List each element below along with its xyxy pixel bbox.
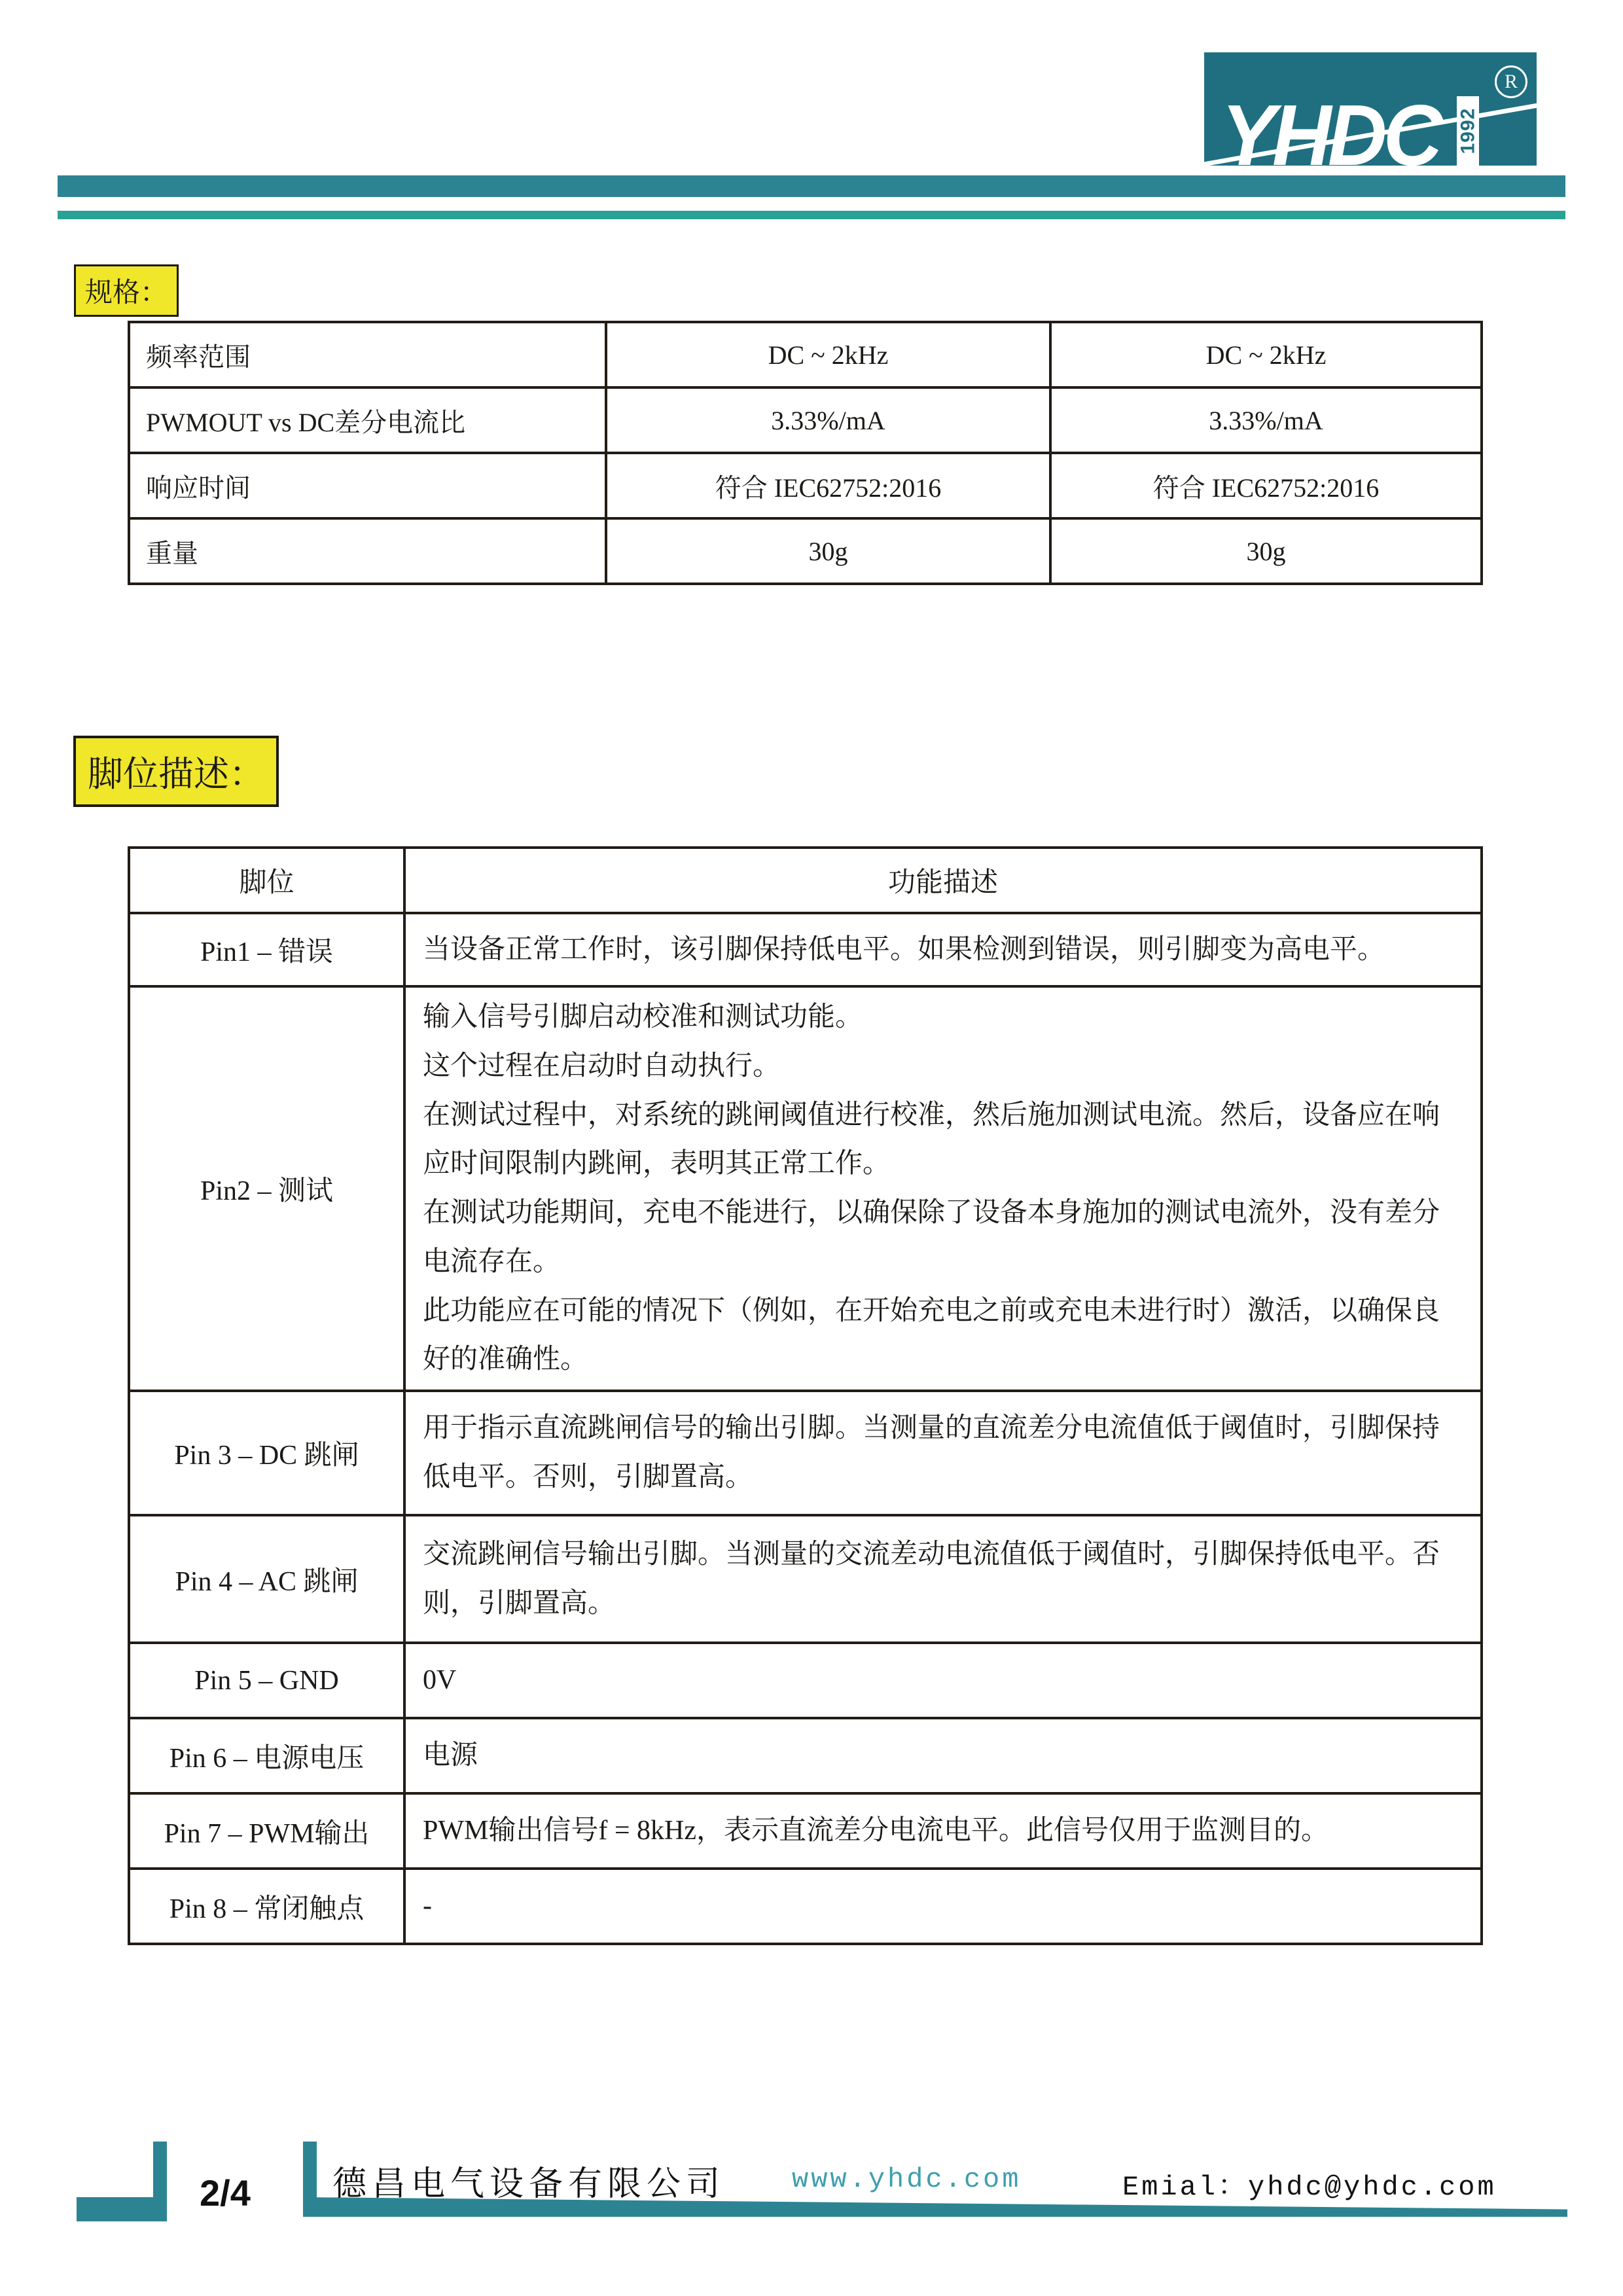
pin-desc [404,1643,1482,1718]
pin-name: Pin2 – 测试 [129,986,404,1391]
spec-row [129,453,1482,518]
pin-desc [404,1718,1482,1793]
spec-row [129,322,1482,387]
desc-paragraph: 在测试功能期间，充电不能进行，以确保除了设备本身施加的测试电流外，没有差分电流存在。 [423,1198,1440,1277]
spec-row [129,387,1482,453]
desc-paragraph: 在测试过程中，对系统的跳闸阈值进行校准，然后施加测试电流。然后，设备应在响应时间限制内跳闸，表明其正常工作。 [423,1100,1440,1179]
pin-row [129,1391,1482,1515]
desc-paragraph: 用于指示直流跳闸信号的输出引脚。当测量的直流差分电流值低于阈值时，引脚保持低电平。否则，引脚置高。 [423,1413,1440,1492]
pin-desc [404,1515,1482,1643]
logo-wordmark: YHDC [1221,87,1439,166]
pin-name: Pin 5 – GND [129,1643,404,1718]
footer-website-link[interactable]: www.yhdc.com [792,2164,1022,2195]
spec-param: 响应时间 [129,453,606,518]
pin-desc [404,1793,1482,1869]
pin-row [129,1515,1482,1643]
pin-desc [404,1869,1482,1944]
page-number: 2/4 [200,2172,251,2214]
pin-name: Pin 6 – 电源电压 [129,1718,404,1793]
company-logo [1204,52,1537,166]
spec-value: DC ~ 2kHz [606,322,1050,387]
pin-name: Pin 4 – AC 跳闸 [129,1515,404,1643]
spec-value: 3.33%/mA [606,387,1050,453]
header-rule-primary [58,175,1565,197]
desc-paragraph: 此功能应在可能的情况下（例如，在开始充电之前或充电未进行时）激活，以确保良好的准确性。 [423,1295,1440,1375]
spec-value: 30g [606,518,1050,584]
footer-divider-bar-left [153,2142,167,2221]
desc-paragraph: 交流跳闸信号输出引脚。当测量的交流差动电流值低于阈值时，引脚保持低电平。否则，引脚置高。 [423,1539,1440,1619]
spec-value: 30g [1050,518,1482,584]
desc-paragraph: 当设备正常工作时，该引脚保持低电平。如果检测到错误，则引脚变为高电平。 [423,934,1385,965]
spec-value: 符合 IEC62752:2016 [606,453,1050,518]
pin-row [129,1643,1482,1718]
desc-paragraph: 电源 [423,1740,478,1771]
pin-name: Pin 7 – PWM输出 [129,1793,404,1869]
spec-value: DC ~ 2kHz [1050,322,1482,387]
spec-param: 频率范围 [129,322,606,387]
spec-param: PWMOUT vs DC差分电流比 [129,387,606,453]
pin-row [129,1718,1482,1793]
pin-desc [404,1391,1482,1515]
pin-row [129,1793,1482,1869]
footer-company-name: 德昌电气设备有限公司 [332,2166,726,2203]
section-label-specs: 规格： [74,264,179,317]
desc-paragraph: 0V [423,1665,457,1696]
registered-letter: R [1504,71,1518,92]
pin-desc [404,986,1482,1391]
desc-paragraph: 输入信号引脚启动校准和测试功能。 [423,1002,863,1032]
pin-table-header-pin: 脚位 [129,848,404,913]
section-label-pins: 脚位描述： [73,736,279,807]
pin-row [129,986,1482,1391]
pin-table-header-row [129,848,1482,913]
pin-row [129,1869,1482,1944]
logo-year-box [1457,96,1479,166]
pin-table [128,846,1483,1945]
spec-row [129,518,1482,584]
pin-table-header-desc: 功能描述 [404,848,1482,913]
footer-email: Emial：yhdc@yhdc.com [1122,2172,1497,2203]
desc-paragraph: PWM输出信号f = 8kHz，表示直流差分电流电平。此信号仅用于监测目的。 [423,1816,1329,1846]
registered-trademark-icon [1495,65,1527,98]
pin-name: Pin1 – 错误 [129,913,404,986]
spec-param: 重量 [129,518,606,584]
pin-name: Pin 3 – DC 跳闸 [129,1391,404,1515]
pin-row [129,913,1482,986]
spec-table [128,321,1483,585]
desc-paragraph: - [423,1891,432,1922]
desc-paragraph: 这个过程在启动时自动执行。 [423,1050,781,1081]
pin-desc [404,913,1482,986]
pin-name: Pin 8 – 常闭触点 [129,1869,404,1944]
spec-value: 符合 IEC62752:2016 [1050,453,1482,518]
header-rule-secondary [58,211,1565,219]
spec-value: 3.33%/mA [1050,387,1482,453]
logo-year-text: 1992 [1457,107,1478,154]
